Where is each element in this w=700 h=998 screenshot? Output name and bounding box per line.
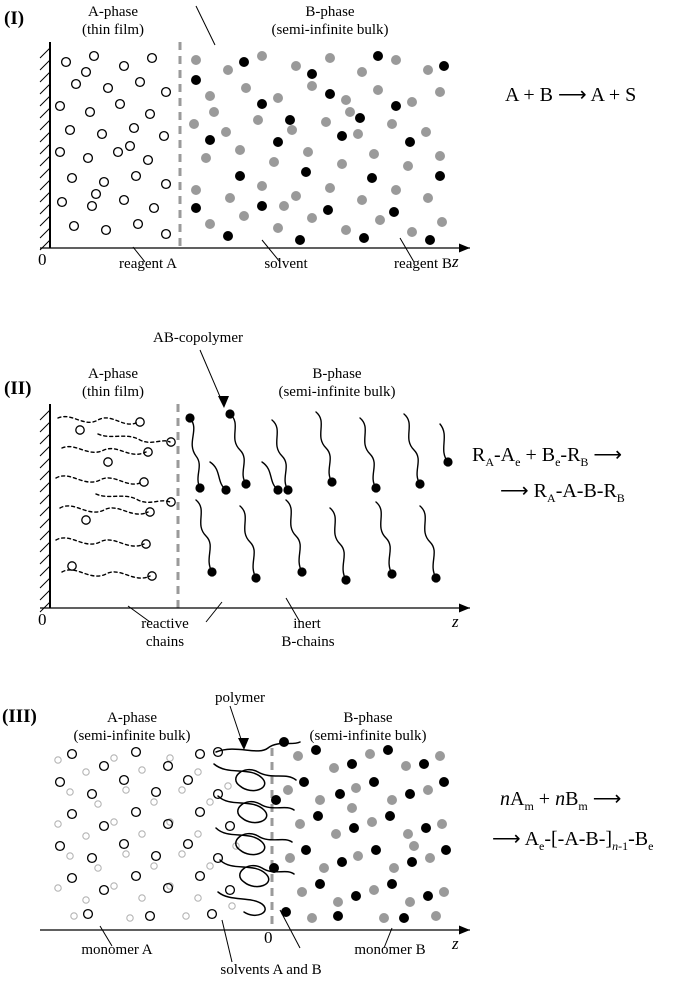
panel-I-axis-z: z <box>452 252 459 271</box>
panel-III-equation-line1: $nA_m + nB_m$ ⟶ <box>500 788 622 813</box>
panel-II-axis-zero: 0 <box>38 610 47 629</box>
panel-I-callout-reagent-b: reagent B <box>394 256 452 272</box>
panel-I-left-sub: (thin film) <box>81 22 145 38</box>
panel-II-left-sub: (thin film) <box>81 384 145 400</box>
panel-II-axis-z: z <box>452 612 459 631</box>
panel-I-right-sub: (semi-infinite bulk) <box>271 22 389 38</box>
panel-I-axis-zero: 0 <box>38 250 47 269</box>
panel-III-callout-monomer-b: monomer B <box>354 942 426 958</box>
panel-II-callout-inert: inert <box>293 616 321 632</box>
panel-I-callout-reagent-a: reagent A <box>119 256 177 272</box>
panel-III-right-sub: (semi-infinite bulk) <box>309 728 427 744</box>
panel-III-callout-monomer-a: monomer A <box>81 942 153 958</box>
panel-III-roman: (III) <box>2 706 37 727</box>
panel-I-equation: A + B ⟶ A + S <box>505 84 637 106</box>
panel-III-axis-z: z <box>452 934 459 953</box>
panel-II-callout-reactive: reactive <box>141 616 189 632</box>
panel-II-callout-chains: chains <box>145 634 185 650</box>
panel-I-callout-solvent: solvent <box>264 256 308 272</box>
panel-I-right-title: B-phase <box>305 4 355 20</box>
panel-II-equation-line1: $R_A-A_e + B_e-R_B$ ⟶ <box>472 444 623 469</box>
panel-III-axis-zero: 0 <box>264 928 273 947</box>
panel-II-right-title: B-phase <box>312 366 362 382</box>
panel-III-left-title: A-phase <box>107 710 157 726</box>
panel-II-top-callout: AB-copolymer <box>153 330 243 346</box>
panel-II-equation-line2: ⟶ $R_A-A-B-R_B$ <box>500 480 625 505</box>
panel-II-left-title: A-phase <box>88 366 138 382</box>
panel-III-right-title: B-phase <box>343 710 393 726</box>
panel-III-equation-line2: ⟶ $A_e-[-A-B-]_{n-1}-B_e$ <box>492 828 654 853</box>
panel-III-top-callout: polymer <box>215 690 265 706</box>
panel-II-right-sub: (semi-infinite bulk) <box>278 384 396 400</box>
panel-I-roman: (I) <box>4 8 25 29</box>
panel-II-callout-b-chains: B-chains <box>281 634 335 650</box>
panel-III-left-sub: (semi-infinite bulk) <box>73 728 191 744</box>
panel-III-callout-solvents: solvents A and B <box>220 962 322 978</box>
panel-I-left-title: A-phase <box>88 4 138 20</box>
panel-II-roman: (II) <box>4 378 32 399</box>
